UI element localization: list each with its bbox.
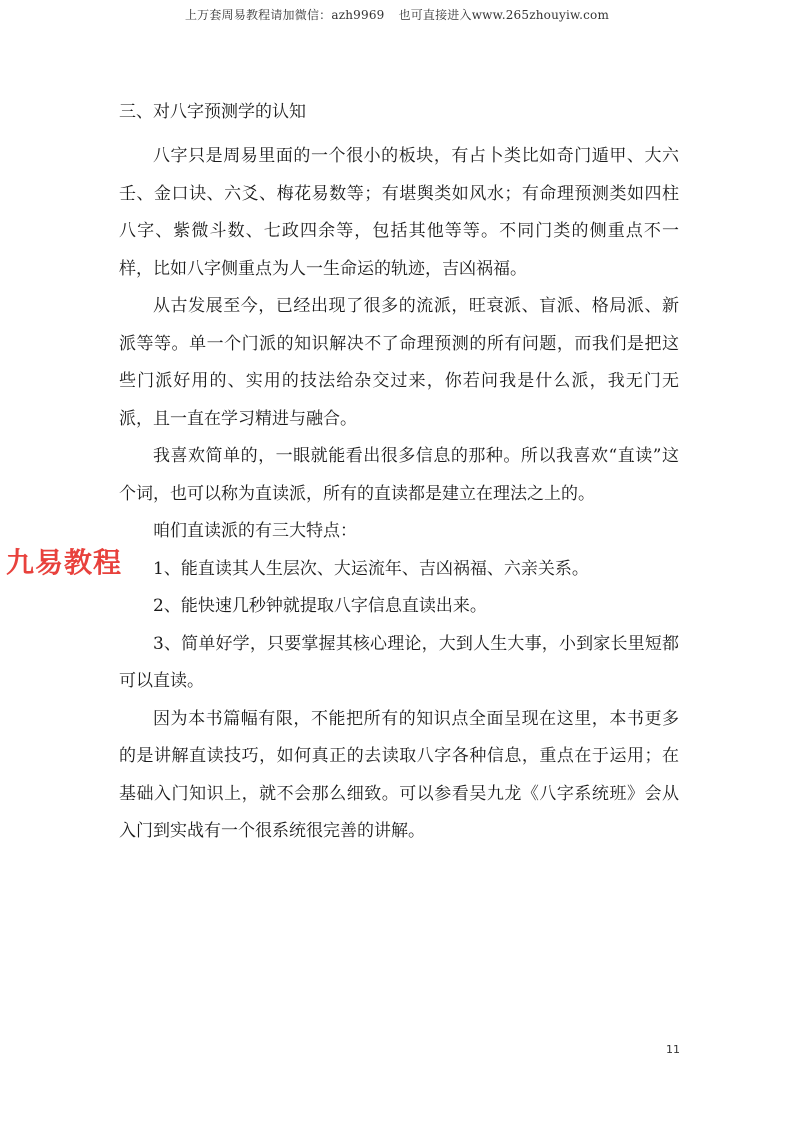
list-item-feature-3: 3、简单好学，只要掌握其核心理论，大到人生大事，小到家长里短都可以直读。 [119,633,679,691]
paragraph-book-scope: 因为本书篇幅有限，不能把所有的知识点全面呈现在这里，本书更多的是讲解直读技巧，如何真正的去读取八字各种信息，重点在于运用；在基础入门知识上，就不会那么细致。可以参看吴九龙《八字系统班》会从入门到实战有一个很系统很完善的讲解。 [119,708,679,841]
paragraph-schools: 从古发展至今，已经出现了很多的流派，旺衰派、盲派、格局派、新派等等。单一个门派的知识解决不了命理预测的所有问题，而我们是把这些门派好用的、实用的技法给杂交过来，你若问我是什么派，我无门无派，且一直在学习精进与融合。 [119,296,679,429]
header-link-text[interactable]: 也可直接进入www.265zhouyiw.com [398,8,610,22]
document-body [119,100,679,851]
paragraph-features-intro: 咱们直读派的有三大特点： [153,521,357,541]
list-item-feature-1: 1、能直读其人生层次、大运流年、吉凶祸福、六亲关系。 [153,558,589,579]
list-item-feature-2: 2、能快速几秒钟就提取八字信息直读出来。 [153,596,487,616]
paragraph-direct-reading: 我喜欢简单的，一眼就能看出很多信息的那种。所以我喜欢“直读”这个词，也可以称为直读派，所有的直读都是建立在理法之上的。 [119,446,679,504]
paragraph-branches: 八字只是周易里面的一个很小的板块，有占卜类比如奇门遁甲、大六壬、金口诀、六爻、梅花易数等；有堪舆类如风水；有命理预测类如四柱八字、紫微斗数、七政四余等，包括其他等等。不同门类的侧重点不一样，比如八字侧重点为人一生命运的轨迹，吉凶祸福。 [119,146,679,279]
page-number: 11 [666,1043,680,1056]
section-title: 三、对八字预测学的认知 [119,102,306,122]
watermark-logo: 九易教程 [6,546,123,579]
page-header [0,6,794,23]
header-ad-text: 上万套周易教程请加微信：azh9969 [184,8,385,22]
